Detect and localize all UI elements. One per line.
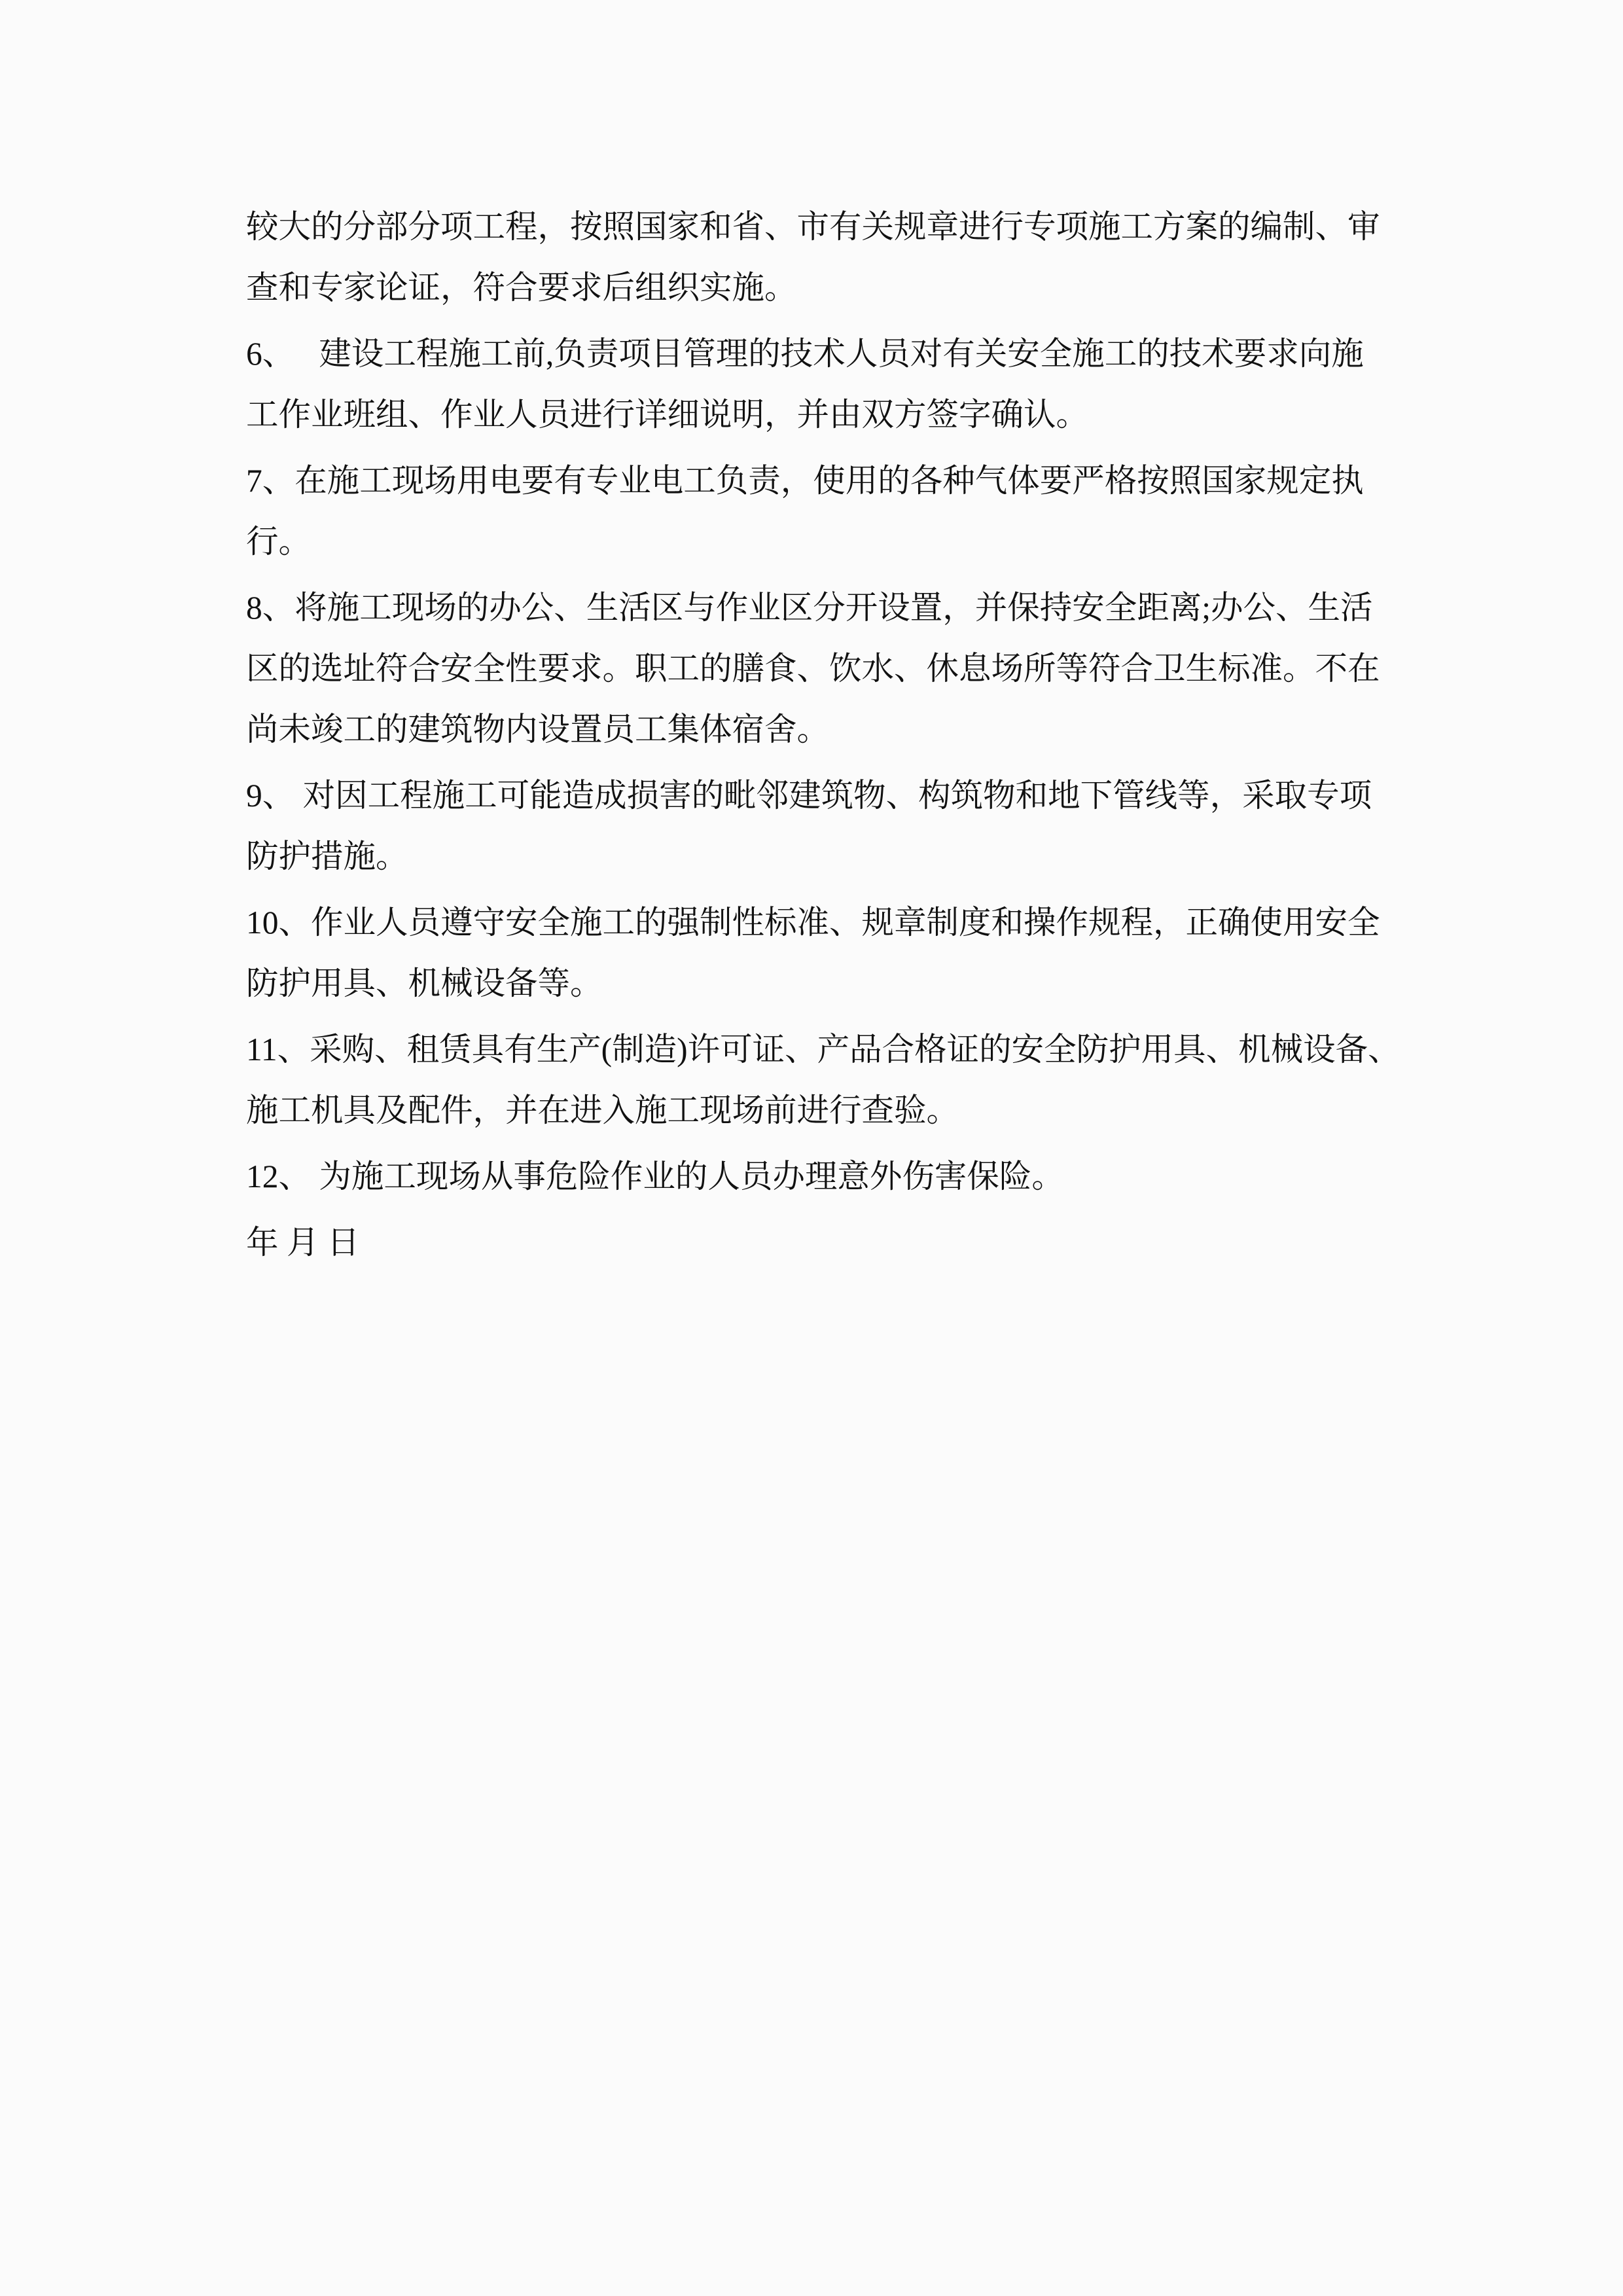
document-line: 10、作业人员遵守安全施工的强制性标准、规章制度和操作规程，正确使用安全: [246, 905, 1380, 941]
paragraph-item-10: [246, 892, 1390, 1014]
document-line: 6、 建设工程施工前,负责项目管理的技术人员对有关安全施工的技术要求向施: [246, 336, 1364, 372]
document-line: 施工机具及配件，并在进入施工现场前进行查验。: [246, 1092, 959, 1128]
document-line: 9、 对因工程施工可能造成损害的毗邻建筑物、构筑物和地下管线等，采取专项: [246, 778, 1372, 814]
document-line: 尚未竣工的建筑物内设置员工集体宿舍。: [246, 711, 829, 747]
document-line: 查和专家论证，符合要求后组织实施。: [246, 270, 797, 306]
document-line: 11、采购、租赁具有生产(制造)许可证、产品合格证的安全防护用具、机械设备、: [246, 1031, 1400, 1067]
paragraph-date-line: [246, 1212, 1390, 1273]
date-line: 年 月 日: [246, 1225, 360, 1261]
paragraph-item-11: [246, 1019, 1400, 1141]
document-line: 行。: [246, 524, 311, 560]
paragraph-item-6: [246, 323, 1390, 445]
paragraph-item-8: [246, 577, 1390, 760]
document-line: 7、在施工现场用电要有专业电工负责，使用的各种气体要严格按照国家规定执: [246, 463, 1364, 499]
document-line: 8、将施工现场的办公、生活区与作业区分开设置，并保持安全距离;办公、生活: [246, 590, 1373, 626]
document-line: 防护措施。: [246, 838, 408, 874]
paragraph-item-7: [246, 450, 1390, 572]
document-line: 防护用具、机械设备等。: [246, 965, 603, 1001]
document-line: 12、 为施工现场从事危险作业的人员办理意外伤害保险。: [246, 1158, 1064, 1194]
document-body: [246, 196, 1400, 1273]
document-line: 工作业班组、作业人员进行详细说明，并由双方签字确认。: [246, 397, 1088, 433]
paragraph-continuation: [246, 196, 1390, 318]
paragraph-item-12: [246, 1146, 1390, 1207]
document-line: 区的选址符合安全性要求。职工的膳食、饮水、休息场所等符合卫生标准。不在: [246, 651, 1380, 687]
document-line: 较大的分部分项工程，按照国家和省、市有关规章进行专项施工方案的编制、审: [246, 209, 1380, 245]
paragraph-item-9: [246, 765, 1390, 887]
